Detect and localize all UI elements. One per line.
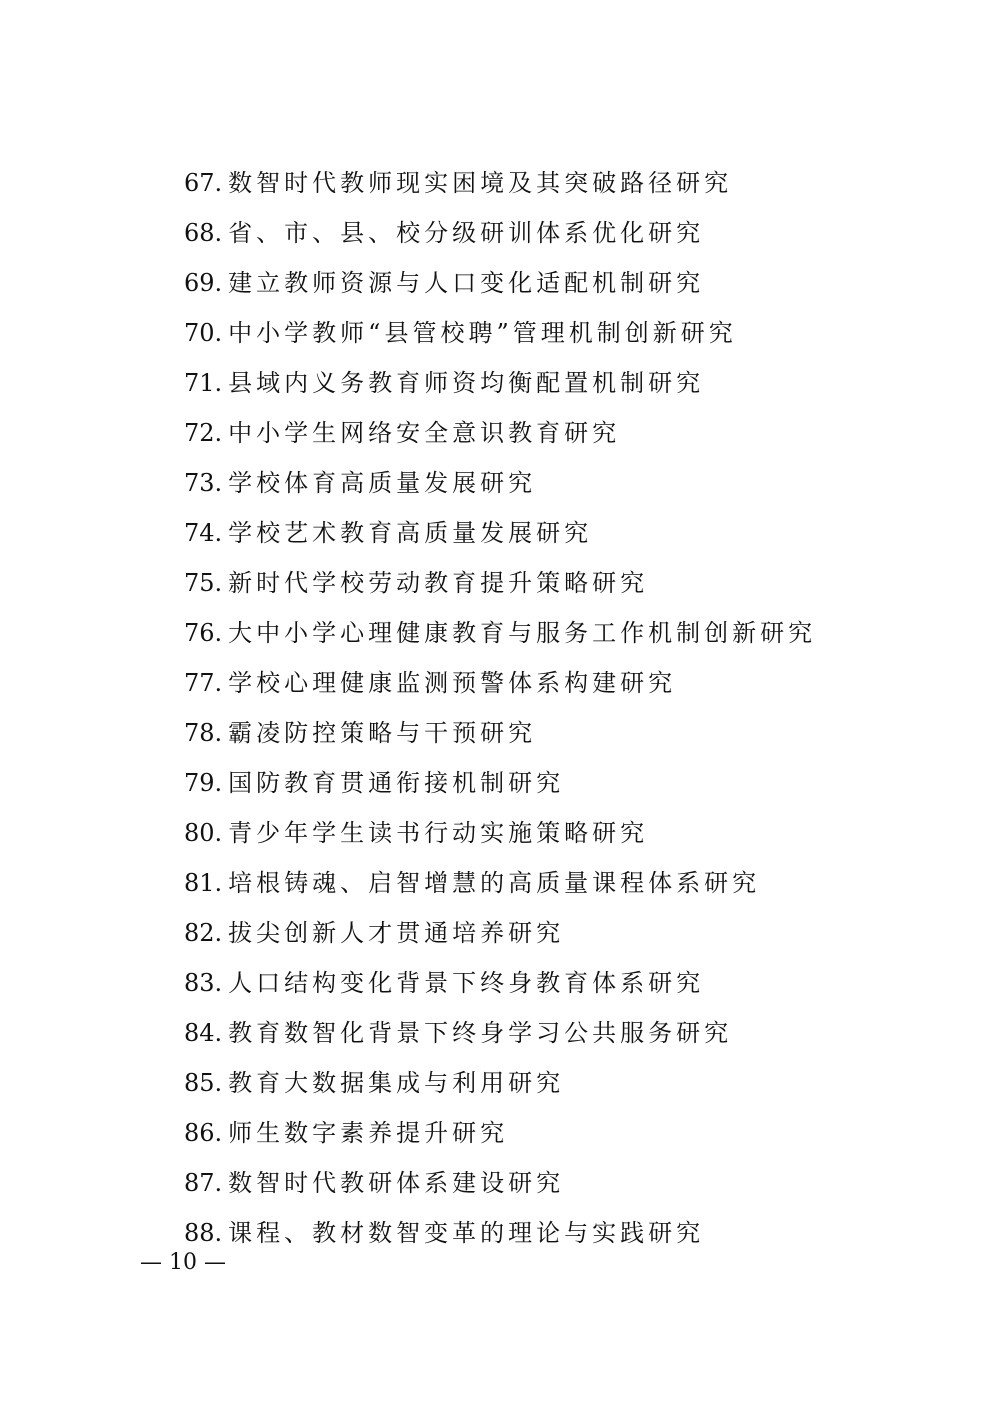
list-item <box>184 1214 816 1264</box>
list-item <box>184 914 816 964</box>
item-text: 县域内义务教育师资均衡配置机制研究 <box>228 369 705 397</box>
list-item <box>184 764 816 814</box>
item-number: 70. <box>184 319 223 347</box>
item-number: 79. <box>184 769 223 797</box>
item-text: 数智时代教研体系建设研究 <box>228 1169 565 1197</box>
item-text: 拔尖创新人才贯通培养研究 <box>228 919 565 947</box>
list-item <box>184 814 816 864</box>
list-item <box>184 1064 816 1114</box>
list-item <box>184 1114 816 1164</box>
list-item <box>184 414 816 464</box>
item-text: 国防教育贯通衔接机制研究 <box>228 769 565 797</box>
item-number: 81. <box>184 869 223 897</box>
item-number: 69. <box>184 269 223 297</box>
item-text: 省、市、县、校分级研训体系优化研究 <box>228 219 705 247</box>
item-text: 中小学生网络安全意识教育研究 <box>228 419 621 447</box>
page-number: — 10 — <box>140 1250 226 1275</box>
item-text: 数智时代教师现实困境及其突破路径研究 <box>228 169 733 197</box>
item-text: 人口结构变化背景下终身教育体系研究 <box>228 969 705 997</box>
list-item <box>184 464 816 514</box>
list-item <box>184 214 816 264</box>
item-number: 87. <box>184 1169 223 1197</box>
list-item <box>184 714 816 764</box>
item-text: 大中小学心理健康教育与服务工作机制创新研究 <box>228 619 817 647</box>
item-number: 68. <box>184 219 223 247</box>
list-item <box>184 864 816 914</box>
item-text: 学校体育高质量发展研究 <box>228 469 537 497</box>
item-number: 85. <box>184 1069 223 1097</box>
item-number: 72. <box>184 419 223 447</box>
item-text: 师生数字素养提升研究 <box>228 1119 509 1147</box>
item-text: 新时代学校劳动教育提升策略研究 <box>228 569 649 597</box>
item-number: 84. <box>184 1019 223 1047</box>
item-number: 74. <box>184 519 223 547</box>
item-number: 86. <box>184 1119 223 1147</box>
item-number: 88. <box>184 1219 223 1247</box>
item-number: 80. <box>184 819 223 847</box>
item-text: 霸凌防控策略与干预研究 <box>228 719 537 747</box>
item-number: 77. <box>184 669 223 697</box>
item-number: 75. <box>184 569 223 597</box>
list-item <box>184 364 816 414</box>
list-item <box>184 564 816 614</box>
list-item <box>184 614 816 664</box>
research-topic-list <box>184 164 816 1264</box>
item-text: 学校心理健康监测预警体系构建研究 <box>228 669 677 697</box>
item-text: 课程、教材数智变革的理论与实践研究 <box>228 1219 705 1247</box>
item-number: 76. <box>184 619 223 647</box>
item-text: 青少年学生读书行动实施策略研究 <box>228 819 649 847</box>
list-item <box>184 1164 816 1214</box>
item-text: 建立教师资源与人口变化适配机制研究 <box>228 269 705 297</box>
list-item <box>184 1014 816 1064</box>
item-number: 73. <box>184 469 223 497</box>
list-item <box>184 164 816 214</box>
item-text: 教育数智化背景下终身学习公共服务研究 <box>228 1019 733 1047</box>
item-text: 学校艺术教育高质量发展研究 <box>228 519 593 547</box>
item-number: 82. <box>184 919 223 947</box>
item-number: 78. <box>184 719 223 747</box>
item-text: 中小学教师“县管校聘”管理机制创新研究 <box>228 319 737 347</box>
list-item <box>184 664 816 714</box>
list-item <box>184 264 816 314</box>
list-item <box>184 514 816 564</box>
list-item <box>184 964 816 1014</box>
item-text: 培根铸魂、启智增慧的高质量课程体系研究 <box>228 869 761 897</box>
item-number: 83. <box>184 969 223 997</box>
item-number: 71. <box>184 369 223 397</box>
item-number: 67. <box>184 169 223 197</box>
list-item <box>184 314 816 364</box>
item-text: 教育大数据集成与利用研究 <box>228 1069 565 1097</box>
